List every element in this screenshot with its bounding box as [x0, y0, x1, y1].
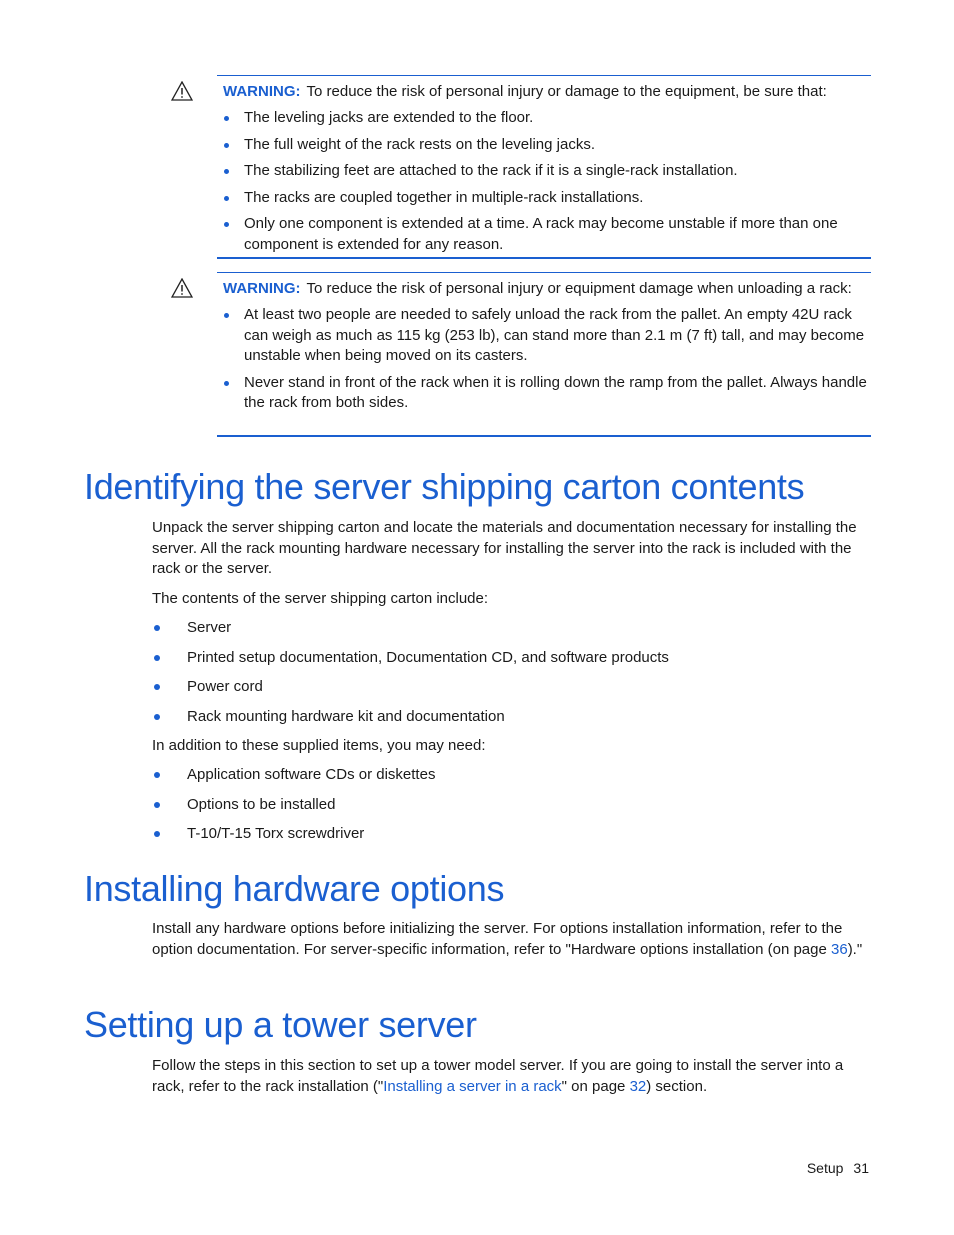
section3-paragraph	[152, 1056, 872, 1097]
list-item: Never stand in front of the rack when it is rolling down the ramp from the pallet. Always handle the rack from both sides.	[223, 373, 871, 414]
heading-setting-up-tower-server: Setting up a tower server	[84, 1004, 477, 1045]
installing-server-in-rack-link[interactable]: Installing a server in a rack	[383, 1077, 562, 1095]
list-item: Rack mounting hardware kit and documentation	[152, 707, 669, 737]
footer-section-name: Setup	[806, 1160, 844, 1176]
page-32-link[interactable]: 32	[629, 1077, 647, 1095]
heading-installing-hardware-options: Installing hardware options	[84, 868, 505, 909]
warning-triangle-icon	[171, 278, 193, 298]
page-footer	[797, 1158, 869, 1178]
list-item: Options to be installed	[152, 795, 435, 825]
heading-identifying-contents: Identifying the server shipping carton contents	[84, 466, 805, 507]
warning-2-list	[217, 305, 871, 417]
warning-box-1	[217, 75, 871, 259]
list-item: Only one component is extended at a time. A rack may become unstable if more than one component is extended for any reason.	[223, 214, 871, 255]
warning-2-label: WARNING:	[223, 280, 301, 297]
list-item: At least two people are needed to safely unload the rack from the pallet. An empty 42U rack can weigh as much as 115 kg (253 lb), can stand more than 2.1 m (7 ft) tall, and may become unstable when being moved on its casters.	[223, 305, 871, 367]
section2-text: Install any hardware options before initializing the server. For options installation information, refer to the option documentation. For server-specific information, refer to "Hardware options installation (on page	[152, 920, 843, 958]
carton-contents-list	[152, 618, 669, 736]
section3-text: Follow the steps in this section to set up a tower model server. If you are going to install the server into a rack, refer to the rack installation ("	[152, 1057, 844, 1095]
list-item: The leveling jacks are extended to the floor.	[223, 108, 871, 129]
page-36-link[interactable]: 36	[831, 940, 848, 958]
list-item: Power cord	[152, 677, 669, 707]
additional-items-list	[152, 765, 435, 854]
warning-1-label: WARNING:	[223, 83, 301, 100]
section2-text-end: )."	[847, 940, 863, 958]
list-item: Server	[152, 618, 669, 648]
list-item: The stabilizing feet are attached to the rack if it is a single-rack installation.	[223, 161, 871, 182]
warning-triangle-icon	[171, 81, 193, 101]
warning-box-2	[217, 272, 871, 437]
warning-1-text	[217, 76, 871, 102]
section3-text-mid: " on page	[561, 1077, 630, 1095]
warning-1-list	[217, 108, 871, 258]
list-item: The racks are coupled together in multiple-rack installations.	[223, 188, 871, 209]
warning-2-message: To reduce the risk of personal injury or equipment damage when unloading a rack:	[306, 280, 852, 297]
section1-intro-paragraph: Unpack the server shipping carton and locate the materials and documentation necessary for installing the server. All the rack mounting hardware necessary for installing the server into the rack is included with the rack or the server.	[152, 519, 857, 577]
section3-text-end: ) section.	[646, 1077, 708, 1095]
footer-page-number: 31	[853, 1160, 869, 1176]
section1-additional-intro: In addition to these supplied items, you may need:	[152, 737, 486, 754]
list-item: Printed setup documentation, Documentation CD, and software products	[152, 648, 669, 678]
section2-paragraph	[152, 919, 872, 960]
list-item: T-10/T-15 Torx screwdriver	[152, 824, 435, 854]
section1-contents-intro: The contents of the server shipping carton include:	[152, 590, 489, 607]
warning-1-message: To reduce the risk of personal injury or damage to the equipment, be sure that:	[306, 83, 827, 100]
warning-2-text	[217, 273, 871, 299]
list-item: Application software CDs or diskettes	[152, 765, 435, 795]
list-item: The full weight of the rack rests on the leveling jacks.	[223, 135, 871, 156]
